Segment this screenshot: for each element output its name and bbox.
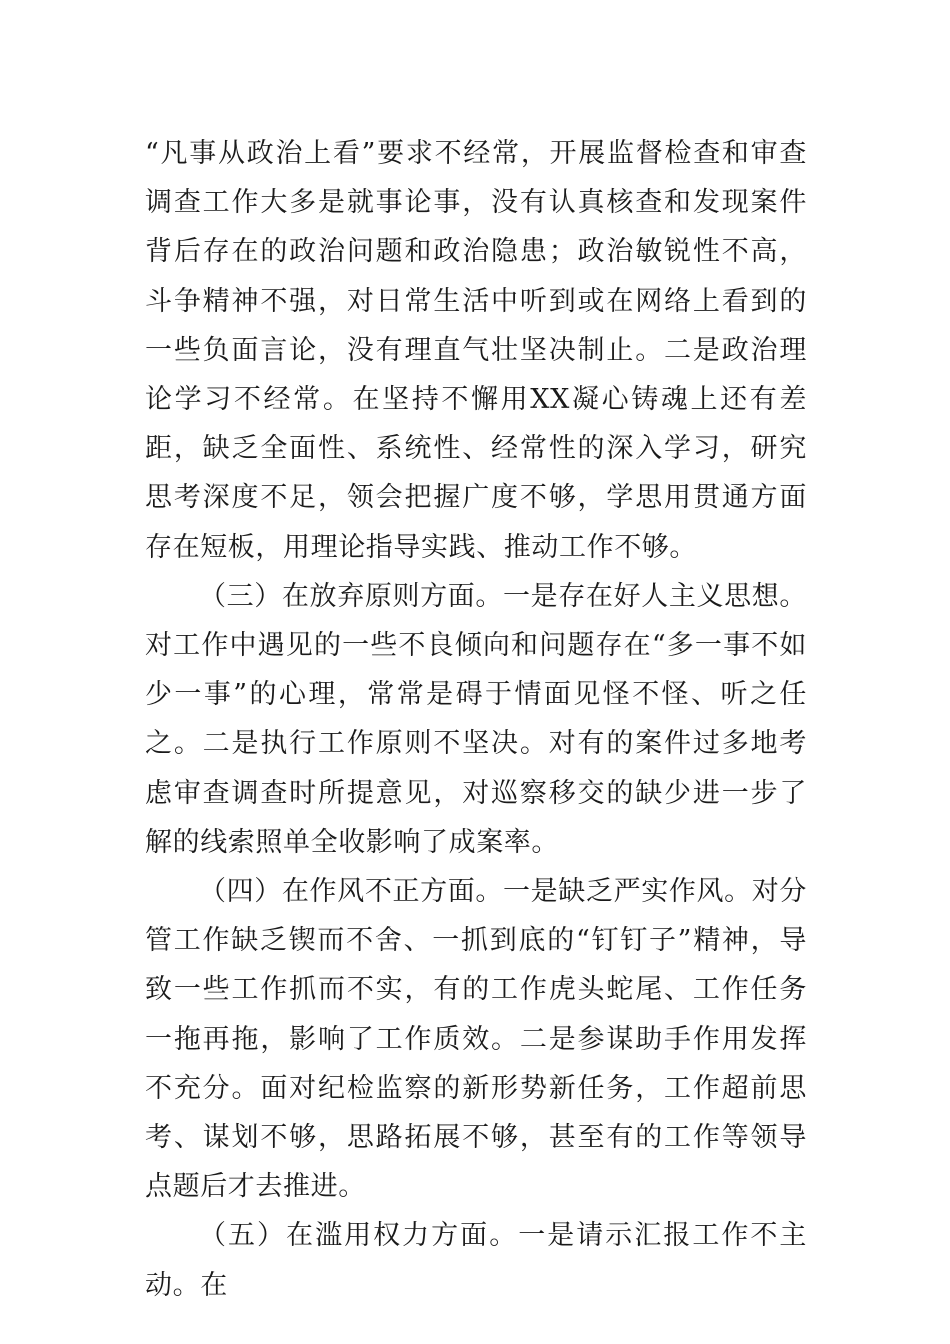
paragraph-section-5: （五）在滥用权力方面。一是请示汇报工作不主动。在 (145, 1220, 807, 1301)
paragraph-section-3: （三）在放弃原则方面。一是存在好人主义思想。对工作中遇见的一些不良倾向和问题存在“多一事不如少一事”的心理，常常是碍于情面见怪不怪、听之任之。二是执行工作原则不坚决。对有的案件过多地考虑审查调查时所提意见，对巡察移交的缺少进一步了解的线索照单全收影响了成案率。 (145, 580, 807, 858)
paragraph-continued: “凡事从政治上看”要求不经常，开展监督检查和审查调查工作大多是就事论事，没有认真核查和发现案件背后存在的政治问题和政治隐患；政治敏锐性不高，斗争精神不强，对日常生活中听到或在网络上看到的一些负面言论，没有理直气壮坚决制止。二是政治理论学习不经常。在坚持不懈用XX凝心铸魂上还有差距，缺乏全面性、系统性、经常性的深入学习，研究思考深度不足，领会把握广度不够，学思用贯通方面存在短板，用理论指导实践、推动工作不够。 (145, 138, 807, 563)
paragraph-section-4: （四）在作风不正方面。一是缺乏严实作风。对分管工作缺乏锲而不舍、一抓到底的“钉钉子”精神，导致一些工作抓而不实，有的工作虎头蛇尾、工作任务一拖再拖，影响了工作质效。二是参谋助手作用发挥不充分。面对纪检监察的新形势新任务，工作超前思考、谋划不够，思路拓展不够，甚至有的工作等领导点题后才去推进。 (145, 876, 807, 1203)
document-body (145, 129, 807, 1310)
